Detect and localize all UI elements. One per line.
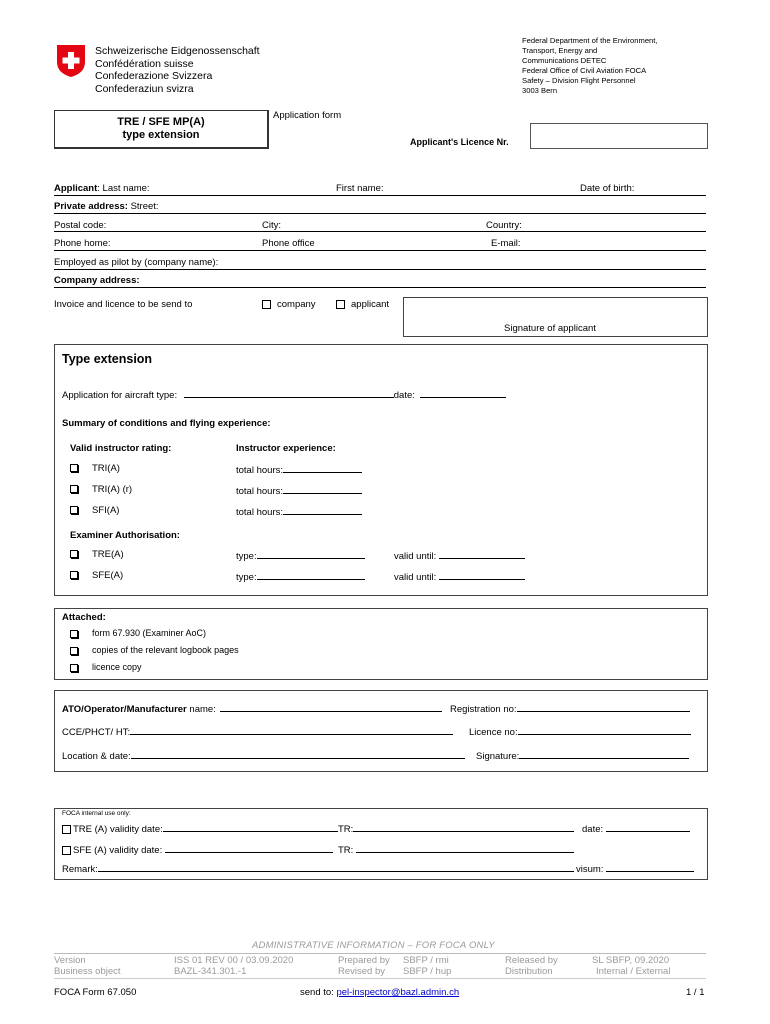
registration-row (450, 702, 690, 715)
country-label: Country: (486, 220, 522, 231)
employed-field[interactable] (54, 269, 706, 270)
applicant-option-label: applicant (351, 299, 390, 310)
footer-sl: SL SBFP, 09.2020 (592, 955, 670, 966)
footer-version-label: Version (54, 955, 86, 966)
total-hours-label: total hours: (236, 465, 283, 476)
dept-line: Safety – Division Flight Personnel (522, 76, 636, 85)
confed-rm: Confederaziun svizra (95, 82, 194, 95)
footer-prepared: Prepared by (338, 955, 390, 966)
cce-row (62, 725, 453, 738)
type-extension-heading: Type extension (62, 352, 153, 366)
instructor-exp-label: Instructor experience: (236, 443, 336, 454)
street-label: Street: (127, 201, 159, 212)
tri-hours-field[interactable] (283, 463, 362, 473)
footer-iss: ISS 01 REV 00 / 03.09.2020 (174, 955, 294, 966)
foca-remark-label: Remark: (62, 864, 98, 875)
foca-tr-label: TR: (338, 845, 354, 856)
location-row (62, 749, 465, 762)
company-address-field[interactable] (54, 287, 706, 288)
location-field[interactable] (131, 749, 465, 759)
swiss-coat-of-arms (56, 44, 86, 78)
sfe-valid-field[interactable] (439, 570, 525, 580)
foca-visum-label: visum: (576, 864, 604, 875)
licence-field[interactable] (518, 725, 691, 735)
foca-visum-field[interactable] (606, 862, 694, 872)
valid-until-label: valid until: (394, 551, 437, 562)
foca-tre-label: TRE (A) validity date: (73, 824, 163, 835)
dept-line: Transport, Energy and (522, 46, 598, 55)
phone-office-label: Phone office (262, 238, 315, 249)
licence-row (469, 725, 691, 738)
valid-until-label: valid until: (394, 572, 437, 583)
department-address (522, 36, 658, 96)
sfi-label: SFI(A) (92, 505, 120, 516)
ato-signature-field[interactable] (519, 749, 689, 759)
postal-field[interactable] (54, 231, 706, 232)
attached-item[interactable] (70, 662, 142, 672)
postal-label: Postal code: (54, 220, 107, 231)
foca-internal-label: FOCA internal use only: (62, 810, 131, 817)
auth-sfe[interactable] (70, 570, 123, 581)
tri-r-checkbox[interactable] (70, 485, 78, 493)
aircraft-type-field[interactable] (184, 388, 394, 398)
applicant-row (54, 183, 150, 194)
tri-r-hours-field[interactable] (283, 484, 362, 494)
sfi-checkbox[interactable] (70, 506, 78, 514)
foca-sfe-row (62, 843, 333, 856)
attached-item[interactable] (70, 645, 239, 655)
sfi-hours-row (236, 505, 362, 518)
dept-line: Communications DETEC (522, 56, 607, 65)
private-address-row (54, 201, 159, 212)
title-box (54, 110, 269, 149)
foca-tre-field[interactable] (163, 822, 338, 832)
attached-checkbox[interactable] (70, 664, 78, 672)
applicant-name-field[interactable] (54, 195, 706, 196)
foca-tr-field[interactable] (353, 822, 574, 832)
ato-name-label: name: (186, 704, 216, 715)
rating-sfi[interactable] (70, 505, 119, 516)
foca-remark-field[interactable] (98, 862, 574, 872)
attached-item-label: copies of the relevant logbook pages (92, 645, 239, 655)
tre-label: TRE(A) (92, 549, 124, 560)
email-link[interactable]: pel-inspector@bazl.admin.ch (336, 987, 460, 998)
dept-line: 3003 Bern (522, 86, 558, 95)
email-label: E-mail: (491, 238, 521, 249)
foca-date-label: date: (582, 824, 604, 835)
foca-sfe-tr-row (338, 843, 574, 856)
sfe-type-field[interactable] (257, 570, 365, 580)
option-company[interactable] (262, 299, 316, 310)
app-date-field[interactable] (420, 388, 506, 398)
cce-field[interactable] (130, 725, 453, 735)
foca-sfe-field[interactable] (165, 843, 333, 853)
signature-label: Signature of applicant (504, 323, 596, 334)
attached-item-label: licence copy (92, 662, 142, 672)
sfe-checkbox[interactable] (70, 571, 78, 579)
dept-line: Federal Office of Civil Aviation FOCA (522, 66, 647, 75)
tre-valid-row (394, 549, 525, 562)
title-line2: type extension (122, 129, 200, 141)
sfi-hours-field[interactable] (283, 505, 362, 515)
sfe-label: SFE(A) (92, 570, 124, 581)
attached-heading: Attached: (62, 612, 106, 623)
tri-label: TRI(A) (92, 463, 120, 474)
sfe-type-row (236, 570, 365, 583)
company-checkbox[interactable] (262, 300, 271, 309)
footer-internal: Internal / External (596, 966, 671, 977)
footer-sbfp-hup: SBFP / hup (403, 966, 452, 977)
auth-tre[interactable] (70, 549, 124, 560)
ato-name-field[interactable] (220, 702, 442, 712)
footer-bazl: BAZL-341.301.-1 (174, 966, 247, 977)
foca-remark-row (62, 862, 574, 875)
tre-checkbox[interactable] (70, 550, 78, 558)
foca-tre-tr-row (338, 822, 574, 835)
attached-checkbox[interactable] (70, 630, 78, 638)
tri-r-hours-row (236, 484, 362, 497)
attached-checkbox[interactable] (70, 647, 78, 655)
phone-field[interactable] (54, 250, 706, 251)
foca-date-field[interactable] (606, 822, 690, 832)
location-label: Location & date: (62, 751, 131, 762)
confed-fr: Confédération suisse (95, 57, 194, 70)
admin-info-title: ADMINISTRATIVE INFORMATION – FOR FOCA ONLY (252, 940, 495, 951)
first-name-label: First name: (336, 183, 384, 194)
footer-divider (54, 953, 706, 954)
licence-nr-input[interactable] (530, 123, 708, 149)
app-aircraft-label: Application for aircraft type: (62, 390, 178, 401)
invoice-label: Invoice and licence to be send to (54, 299, 193, 310)
summary-label: Summary of conditions and flying experience: (62, 418, 271, 429)
confed-de: Schweizerische Eidgenossenschaft (95, 45, 260, 57)
registration-label: Registration no: (450, 704, 517, 715)
private-address-label: Private address: (54, 201, 128, 212)
footer-released: Released by (505, 955, 558, 966)
tri-checkbox[interactable] (70, 464, 78, 472)
foca-sfe-tr-field[interactable] (356, 843, 574, 853)
foca-date-row (582, 822, 690, 835)
licence-nr-label: Applicant's Licence Nr. (410, 137, 509, 147)
employed-label: Employed as pilot by (company name): (54, 257, 219, 268)
attached-item-label: form 67.930 (Examiner AoC) (92, 628, 207, 638)
tre-type-row (236, 549, 365, 562)
confed-it: Confederazione Svizzera (95, 70, 213, 82)
foca-visum-row (576, 862, 694, 875)
company-address-label: Company address: (54, 275, 140, 286)
application-form-label: Application form (273, 110, 342, 121)
tre-type-field[interactable] (257, 549, 365, 559)
foca-sfe-label: SFE (A) validity date: (73, 845, 163, 856)
rating-tri-r[interactable] (70, 484, 132, 495)
attached-item[interactable] (70, 628, 206, 638)
ato-signature-label: Signature: (476, 751, 520, 762)
footer-divider-2 (54, 978, 706, 979)
total-hours-label: total hours: (236, 507, 283, 518)
tri-r-label: TRI(A) (r) (92, 484, 133, 495)
dob-label: Date of birth: (580, 183, 635, 194)
licence-label: Licence no: (469, 727, 518, 738)
ato-label: ATO/Operator/Manufacturer (62, 704, 187, 715)
foca-tr-label: TR: (338, 824, 354, 835)
city-label: City: (262, 220, 281, 231)
examiner-auth-label: Examiner Authorisation: (70, 530, 180, 541)
foca-sfe-checkbox[interactable] (62, 846, 71, 855)
tri-hours-row (236, 463, 362, 476)
valid-rating-label: Valid instructor rating: (70, 443, 172, 454)
footer-sbfp-rmi: SBFP / rmi (403, 955, 449, 966)
page-number: 1 / 1 (686, 987, 705, 998)
ato-row (62, 702, 442, 715)
last-name-label: : Last name: (97, 183, 150, 194)
type-label: type: (236, 572, 257, 583)
signature-box[interactable] (403, 297, 708, 337)
type-extension-section (54, 344, 708, 596)
rating-tri[interactable] (70, 463, 120, 474)
cce-label: CCE/PHCT/ HT: (62, 727, 131, 738)
total-hours-label: total hours: (236, 486, 283, 497)
confederation-names (95, 45, 260, 95)
dept-line: Federal Department of the Environment, (522, 36, 658, 45)
tre-valid-field[interactable] (439, 549, 525, 559)
sfe-valid-row (394, 570, 525, 583)
applicant-label: Applicant (54, 183, 98, 194)
company-option-label: company (277, 299, 316, 310)
form-number: FOCA Form 67.050 (54, 987, 137, 998)
footer-revised: Revised by (338, 966, 385, 977)
app-date-label: date: (393, 390, 415, 401)
title-line1: TRE / SFE MP(A) (117, 116, 205, 128)
send-to-label: send to: (300, 987, 337, 998)
phone-home-label: Phone home: (54, 238, 111, 249)
attached-section (54, 608, 708, 680)
foca-tre-row (62, 822, 338, 835)
foca-tre-checkbox[interactable] (62, 825, 71, 834)
applicant-checkbox[interactable] (336, 300, 345, 309)
ato-signature-row (476, 749, 689, 762)
app-aircraft-row (62, 388, 506, 401)
send-to (300, 987, 459, 998)
street-field[interactable] (54, 213, 706, 214)
footer-distribution: Distribution (505, 966, 553, 977)
option-applicant[interactable] (336, 299, 389, 310)
type-label: type: (236, 551, 257, 562)
footer-business-label: Business object (54, 966, 121, 977)
registration-field[interactable] (517, 702, 690, 712)
